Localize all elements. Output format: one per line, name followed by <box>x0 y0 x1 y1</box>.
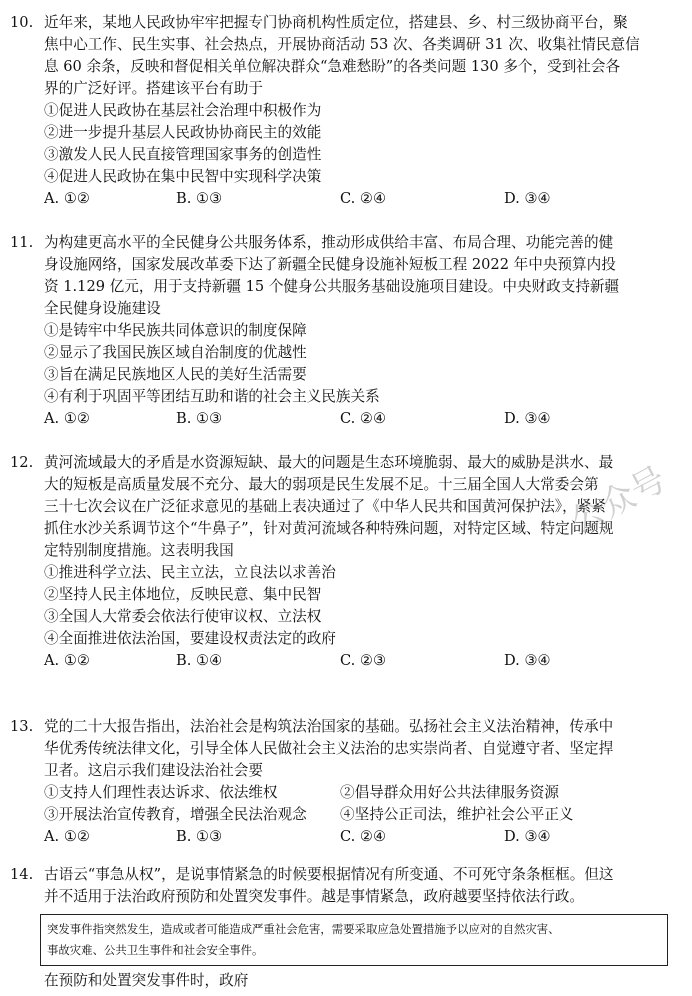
statement: ①促进人民政协在基层社会治理中积极作为 <box>44 102 322 119</box>
option-d[interactable]: D. ③④ <box>504 828 551 845</box>
option-d[interactable]: D. ③④ <box>504 652 551 669</box>
question-text-line: 近年来，某地人民政协牢牢把握专门协商机构性质定位，搭建县、乡、村三级协商平台，聚 <box>44 14 628 31</box>
question-stem-tail: 在预防和处置突发事件时，政府 <box>44 972 249 989</box>
statement: ④坚持公正司法，维护社会公平正义 <box>340 806 574 823</box>
answer-options <box>44 826 664 848</box>
statement: ③开展法治宣传教育，增强全民法治观念 <box>44 806 307 823</box>
statement: ③全国人大常委会依法行使审议权、立法权 <box>44 608 322 625</box>
definition-line: 事故灾难、公共卫生事件和社会安全事件。 <box>47 943 264 957</box>
answer-options <box>44 650 664 672</box>
statement: ④促进人民政协在集中民智中实现科学决策 <box>44 168 322 185</box>
option-a[interactable]: A. ①② <box>44 410 90 427</box>
question-text-line: 黄河流域最大的矛盾是水资源短缺、最大的问题是生态环境脆弱、最大的威胁是洪水、最 <box>44 454 614 471</box>
option-b[interactable]: B. ①③ <box>176 410 223 427</box>
statement: ②显示了我国民族区域自治制度的优越性 <box>44 344 307 361</box>
question-text-line: 资 1.129 亿元，用于支持新疆 15 个健身公共服务基础设施项目建设。中央财政支持新疆 <box>44 278 620 295</box>
question-text-line: 古语云“事急从权”，是说事情紧急的时候要根据情况有所变通、不可死守条条框框。但这 <box>44 866 614 883</box>
option-c[interactable]: C. ②④ <box>340 828 387 845</box>
statement: ①支持人们理性表达诉求、依法维权 <box>44 784 278 801</box>
question-text-line: 界的广泛好评。搭建该平台有助于 <box>44 80 263 97</box>
question-text-line: 三十七次会议在广泛征求意见的基础上表决通过了《中华人民共和国黄河保护法》，紧紧 <box>44 498 606 515</box>
question-number: 12. <box>10 454 34 471</box>
statement: ②倡导群众用好公共法律服务资源 <box>340 784 559 801</box>
definition-box <box>40 914 668 966</box>
question-text-line: 身设施网络，国家发展改革委下达了新疆全民健身设施补短板工程 2022 年中央预算内投 <box>44 256 616 273</box>
option-b[interactable]: B. ①③ <box>176 190 223 207</box>
option-c[interactable]: C. ②③ <box>340 652 387 669</box>
question-text-line: 焦中心工作、民生实事、社会热点，开展协商活动 53 次、各类调研 31 次、收集社情民意信 <box>44 36 640 53</box>
question-text-line: 息 60 余条，反映和督促相关单位解决群众“急难愁盼”的各类问题 130 多个，受到社会各 <box>44 58 621 75</box>
statement: ①是铸牢中华民族共同体意识的制度保障 <box>44 322 307 339</box>
option-a[interactable]: A. ①② <box>44 652 90 669</box>
option-d[interactable]: D. ③④ <box>504 190 551 207</box>
watermark: 公众号 <box>563 459 673 543</box>
question-text-line: 抓住水沙关系调节这个“牛鼻子”，针对黄河流域各种特殊问题，对特定区域、特定问题规 <box>44 520 614 537</box>
option-b[interactable]: B. ①④ <box>176 652 223 669</box>
statement: ③旨在满足民族地区人民的美好生活需要 <box>44 366 307 383</box>
question-text-line: 卫者。这启示我们建设法治社会要 <box>44 762 263 779</box>
definition-line: 突发事件指突然发生，造成或者可能造成严重社会危害，需要采取应急处置措施予以应对的自然灾害、 <box>47 922 560 936</box>
option-b[interactable]: B. ①③ <box>176 828 223 845</box>
option-a[interactable]: A. ①② <box>44 190 90 207</box>
statement: ③激发人民人民直接管理国家事务的创造性 <box>44 146 322 163</box>
statement: ①推进科学立法、民主立法，立良法以求善治 <box>44 564 336 581</box>
question-number: 10. <box>10 14 34 31</box>
question-text-line: 并不适用于法治政府预防和处置突发事件。越是事情紧急，政府越要坚持依法行政。 <box>44 888 584 905</box>
statement: ④有利于巩固平等团结互助和谐的社会主义民族关系 <box>44 388 380 405</box>
question-text-line: 为构建更高水平的全民健身公共服务体系，推动形成供给丰富、布局合理、功能完善的健 <box>44 234 614 251</box>
question-text-line: 大的短板是高质量发展不充分、最大的弱项是民生发展不足。十三届全国人大常委会第 <box>44 476 599 493</box>
question-text-line: 华优秀传统法律文化，引导全体人民做社会主义法治的忠实崇尚者、自觉遵守者、坚定捍 <box>44 740 614 757</box>
statement: ④全面推进依法治国，要建设权责法定的政府 <box>44 630 336 647</box>
answer-options <box>44 188 664 210</box>
statement: ②进一步提升基层人民政协协商民主的效能 <box>44 124 322 141</box>
question-text-line: 全民健身设施建设 <box>44 300 161 317</box>
answer-options <box>44 408 664 430</box>
option-c[interactable]: C. ②④ <box>340 410 387 427</box>
question-text-line: 定特别制度措施。这表明我国 <box>44 542 234 559</box>
question-number: 11. <box>10 234 34 251</box>
question-text-line: 党的二十大报告指出，法治社会是构筑法治国家的基础。弘扬社会主义法治精神，传承中 <box>44 718 614 735</box>
option-a[interactable]: A. ①② <box>44 828 90 845</box>
option-c[interactable]: C. ②④ <box>340 190 387 207</box>
statement: ②坚持人民主体地位，反映民意、集中民智 <box>44 586 322 603</box>
question-number: 14. <box>10 866 34 883</box>
question-number: 13. <box>10 718 34 735</box>
option-d[interactable]: D. ③④ <box>504 410 551 427</box>
